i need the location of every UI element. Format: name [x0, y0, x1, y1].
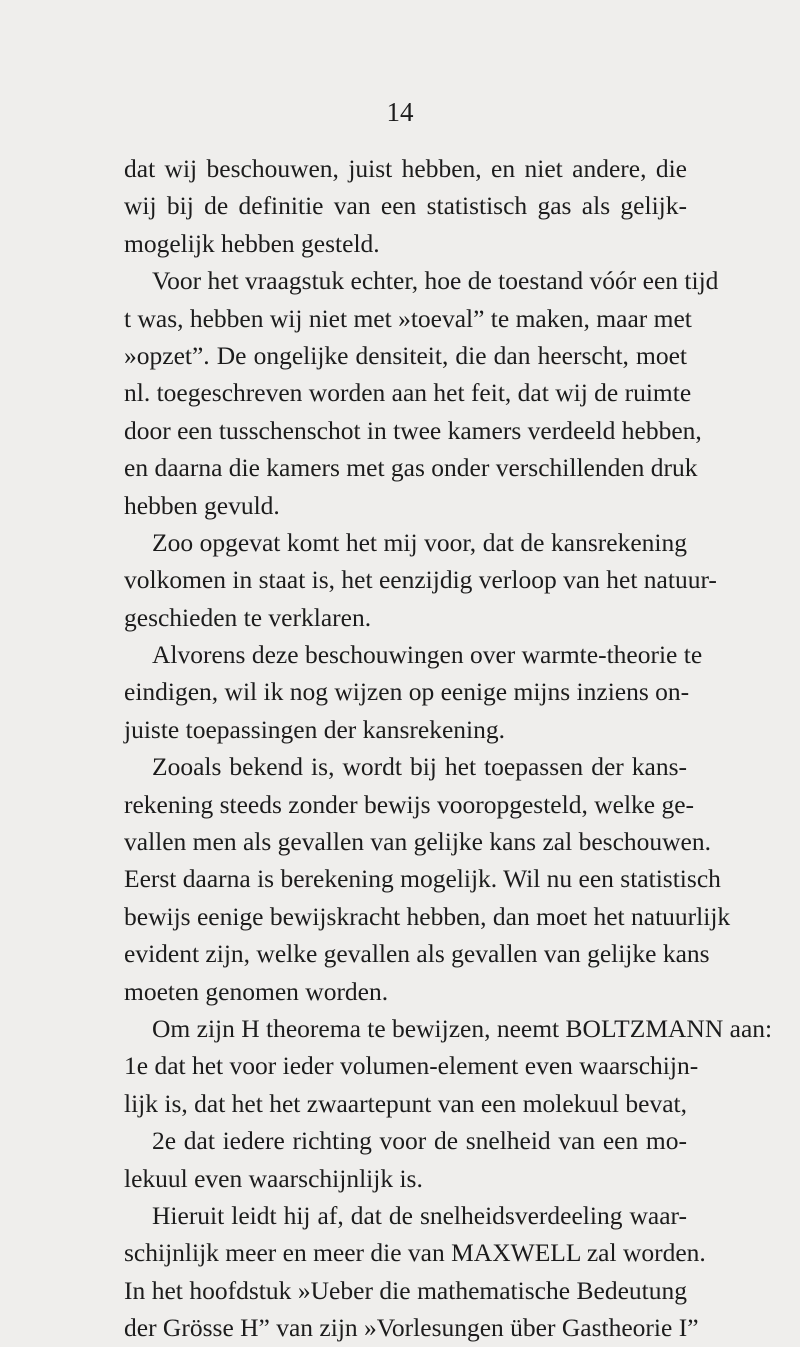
text-line — [124, 262, 719, 299]
line-text: lijk is, dat het het zwaartepunt van een molekuul bevat, — [124, 1088, 687, 1118]
text-line — [124, 300, 692, 337]
line-text: Eerst daarna is berekening mogelijk. Wil nu een statistisch — [124, 864, 721, 894]
text-line — [124, 561, 717, 598]
text-line — [124, 1122, 687, 1159]
text-line — [124, 860, 721, 897]
line-text: der Grösse H” van zijn »Vorlesungen über Gastheorie I” — [124, 1313, 699, 1343]
text-line — [124, 935, 710, 972]
line-text: lekuul even waarschijnlijk is. — [124, 1163, 423, 1193]
line-text: evident zijn, welke gevallen als gevallen van gelijke kans — [124, 939, 710, 969]
text-line — [124, 412, 702, 449]
line-text: Zooals bekend is, wordt bij het toepassen der kans- — [152, 752, 687, 782]
text-line — [124, 150, 687, 187]
text-line — [124, 1085, 687, 1122]
line-text: juiste toepassingen der kansrekening. — [124, 714, 505, 744]
line-text: In het hoofdstuk »Ueber die mathematische Bedeutung — [124, 1275, 687, 1305]
text-line — [124, 225, 687, 262]
page-number: 14 — [386, 97, 414, 127]
text-line — [124, 1234, 706, 1271]
line-text: geschieden te verklaren. — [124, 602, 372, 632]
text-line — [124, 1047, 699, 1084]
text-line — [124, 673, 690, 710]
line-text: Voor het vraagstuk echter, hoe de toestand vóór een tijd — [152, 266, 719, 296]
line-text: t was, hebben wij niet met »toeval” te maken, maar met — [124, 303, 692, 333]
text-line — [124, 898, 731, 935]
line-text: dat wij beschouwen, juist hebben, en niet andere, die — [124, 154, 687, 183]
text-line — [124, 1160, 687, 1197]
text-line — [124, 449, 698, 486]
text-line — [124, 711, 687, 748]
text-line — [124, 374, 692, 411]
line-text: en daarna die kamers met gas onder verschillenden druk — [124, 453, 698, 483]
text-line — [124, 487, 687, 524]
text-line — [124, 337, 687, 374]
text-line — [124, 1197, 687, 1234]
line-text: wij bij de definitie van een statistisch gas als gelijk- — [124, 191, 687, 221]
line-text: Om zijn H theorema te bewijzen, neemt BOLTZMANN aan: — [152, 1013, 773, 1043]
text-line — [124, 748, 687, 785]
line-text: hebben gevuld. — [124, 490, 280, 520]
text-line — [124, 636, 703, 673]
text-line — [124, 1309, 699, 1346]
text-line — [124, 973, 687, 1010]
line-text: schijnlijk meer en meer die van MAXWELL zal worden. — [124, 1238, 706, 1268]
line-text: 2e dat iedere richting voor de snelheid van een mo- — [152, 1126, 687, 1156]
text-line — [124, 823, 711, 860]
line-text: vallen men als gevallen van gelijke kans zal beschouwen. — [124, 827, 711, 857]
line-text: eindigen, wil ik nog wijzen op eenige mijns inziens on- — [124, 677, 690, 707]
line-text: mogelijk hebben gesteld. — [124, 228, 380, 258]
line-text: »opzet”. De ongelijke densiteit, die dan heerscht, moet — [124, 340, 687, 370]
text-line — [124, 1010, 773, 1047]
line-text: volkomen in staat is, het eenzijdig verloop van het natuur- — [124, 565, 717, 595]
line-text: 1e dat het voor ieder volumen-element even waarschijn- — [124, 1051, 699, 1081]
text-line — [124, 524, 687, 561]
line-text: Hieruit leidt hij af, dat de snelheidsverdeeling waar- — [152, 1200, 687, 1230]
line-text: nl. toegeschreven worden aan het feit, dat wij de ruimte — [124, 378, 692, 408]
line-text: door een tusschenschot in twee kamers verdeeld hebben, — [124, 415, 702, 445]
text-line — [124, 786, 695, 823]
body-text — [124, 150, 773, 1347]
text-line — [124, 187, 687, 224]
text-line — [124, 1272, 687, 1309]
line-text: bewijs eenige bewijskracht hebben, dan moet het natuurlijk — [124, 901, 731, 931]
line-text: Alvorens deze beschouwingen over warmte-theorie te — [152, 640, 703, 670]
text-line — [124, 599, 687, 636]
line-text: Zoo opgevat komt het mij voor, dat de kansrekening — [152, 527, 687, 557]
line-text: moeten genomen worden. — [124, 976, 389, 1006]
line-text: rekening steeds zonder bewijs vooropgesteld, welke ge- — [124, 789, 695, 819]
